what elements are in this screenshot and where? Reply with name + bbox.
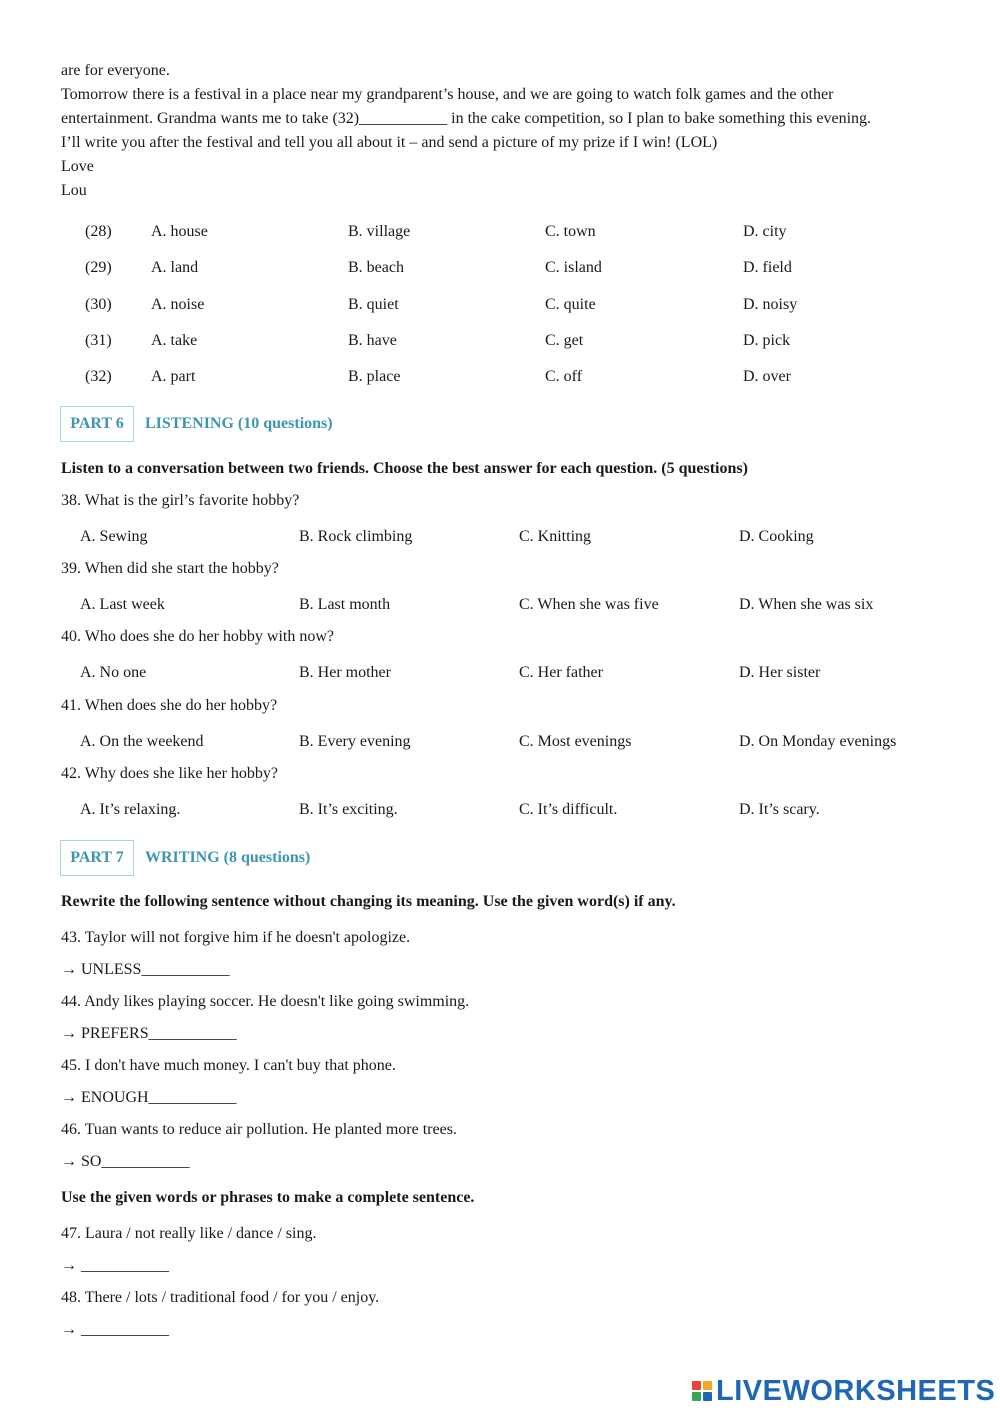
option-c[interactable]: C. get <box>545 332 584 349</box>
question-number: (32) <box>85 368 112 385</box>
option-b[interactable]: B. have <box>348 332 397 349</box>
question-text: 45. I don't have much money. I can't buy that phone. <box>61 1057 396 1074</box>
letter-signature: Lou <box>61 182 87 199</box>
question-number: (30) <box>85 296 112 313</box>
letter-line: entertainment. Grandma wants me to take (32)___________ in the cake competition, so I plan to bake something this evening. <box>61 110 872 127</box>
answer-blank[interactable]: → ___________ <box>61 1257 169 1274</box>
part-6-label: PART 6 <box>60 406 134 442</box>
sentence-building-instruction: Use the given words or phrases to make a complete sentence. <box>61 1189 475 1206</box>
writing-instruction: Rewrite the following sentence without changing its meaning. Use the given word(s) if any. <box>61 893 676 910</box>
letter-line: I’ll write you after the festival and tell you all about it – and send a picture of my prize if I win! (LOL) <box>61 134 718 151</box>
liveworksheets-logo[interactable] <box>692 1376 995 1406</box>
option-b[interactable]: B. Rock climbing <box>299 528 413 545</box>
option-row <box>0 732 1000 752</box>
answer-blank[interactable]: → PREFERS___________ <box>61 1025 237 1042</box>
option-row <box>0 800 1000 820</box>
option-a[interactable]: A. On the weekend <box>80 733 204 750</box>
option-b[interactable]: B. quiet <box>348 296 399 313</box>
option-c[interactable]: C. Her father <box>519 664 603 681</box>
option-a[interactable]: A. It’s relaxing. <box>80 801 181 818</box>
part-7-title: WRITING (8 questions) <box>145 849 311 866</box>
question-text: 44. Andy likes playing soccer. He doesn't like going swimming. <box>61 993 470 1010</box>
option-a[interactable]: A. part <box>151 368 196 385</box>
listening-instruction: Listen to a conversation between two friends. Choose the best answer for each question. (5 questions) <box>61 460 748 477</box>
option-d[interactable]: D. over <box>743 368 791 385</box>
option-a[interactable]: A. No one <box>80 664 147 681</box>
option-c[interactable]: C. Knitting <box>519 528 592 545</box>
option-row <box>0 367 1000 387</box>
option-d[interactable]: D. It’s scary. <box>739 801 820 818</box>
letter-closing: Love <box>61 158 94 175</box>
question-text: 40. Who does she do her hobby with now? <box>61 628 334 645</box>
option-b[interactable]: B. It’s exciting. <box>299 801 398 818</box>
option-d[interactable]: D. When she was six <box>739 596 874 613</box>
option-a[interactable]: A. take <box>151 332 198 349</box>
option-a[interactable]: A. noise <box>151 296 205 313</box>
question-text: 48. There / lots / traditional food / for you / enjoy. <box>61 1289 380 1306</box>
option-a[interactable]: A. Last week <box>80 596 165 613</box>
option-c[interactable]: C. Most evenings <box>519 733 632 750</box>
option-d[interactable]: D. city <box>743 223 787 240</box>
question-text: 46. Tuan wants to reduce air pollution. He planted more trees. <box>61 1121 457 1138</box>
option-b[interactable]: B. place <box>348 368 401 385</box>
option-c[interactable]: C. off <box>545 368 583 385</box>
option-d[interactable]: D. noisy <box>743 296 798 313</box>
question-text: 38. What is the girl’s favorite hobby? <box>61 492 300 509</box>
option-c[interactable]: C. When she was five <box>519 596 659 613</box>
option-c[interactable]: C. quite <box>545 296 596 313</box>
letter-line: are for everyone. <box>61 62 170 79</box>
answer-blank[interactable]: → ENOUGH___________ <box>61 1089 237 1106</box>
option-a[interactable]: A. Sewing <box>80 528 148 545</box>
option-d[interactable]: D. On Monday evenings <box>739 733 897 750</box>
question-text: 41. When does she do her hobby? <box>61 697 278 714</box>
option-d[interactable]: D. pick <box>743 332 791 349</box>
answer-blank[interactable]: → ___________ <box>61 1321 169 1338</box>
option-row <box>0 595 1000 615</box>
option-d[interactable]: D. field <box>743 259 792 276</box>
option-row <box>0 258 1000 278</box>
part-7-label: PART 7 <box>60 840 134 876</box>
option-d[interactable]: D. Her sister <box>739 664 821 681</box>
option-b[interactable]: B. Last month <box>299 596 391 613</box>
option-b[interactable]: B. Her mother <box>299 664 391 681</box>
question-text: 47. Laura / not really like / dance / sing. <box>61 1225 317 1242</box>
option-a[interactable]: A. house <box>151 223 208 240</box>
question-number: (28) <box>85 223 112 240</box>
question-number: (31) <box>85 332 112 349</box>
part-6-title: LISTENING (10 questions) <box>145 415 333 432</box>
option-row <box>0 527 1000 547</box>
liveworksheets-logo-icon <box>692 1381 712 1401</box>
question-text: 39. When did she start the hobby? <box>61 560 279 577</box>
question-number: (29) <box>85 259 112 276</box>
option-c[interactable]: C. town <box>545 223 596 240</box>
option-b[interactable]: B. Every evening <box>299 733 411 750</box>
option-row <box>0 331 1000 351</box>
answer-blank[interactable]: → UNLESS___________ <box>61 961 230 978</box>
answer-blank[interactable]: → SO___________ <box>61 1153 190 1170</box>
option-b[interactable]: B. beach <box>348 259 404 276</box>
option-d[interactable]: D. Cooking <box>739 528 814 545</box>
option-row <box>0 663 1000 683</box>
option-row <box>0 295 1000 315</box>
option-c[interactable]: C. island <box>545 259 602 276</box>
option-a[interactable]: A. land <box>151 259 199 276</box>
option-b[interactable]: B. village <box>348 223 411 240</box>
letter-line: Tomorrow there is a festival in a place near my grandparent’s house, and we are going to watch folk games and the other <box>61 86 834 103</box>
option-row <box>0 222 1000 242</box>
question-text: 42. Why does she like her hobby? <box>61 765 278 782</box>
option-c[interactable]: C. It’s difficult. <box>519 801 618 818</box>
logo-text: LIVEWORKSHEETS <box>716 1374 996 1407</box>
question-text: 43. Taylor will not forgive him if he doesn't apologize. <box>61 929 411 946</box>
